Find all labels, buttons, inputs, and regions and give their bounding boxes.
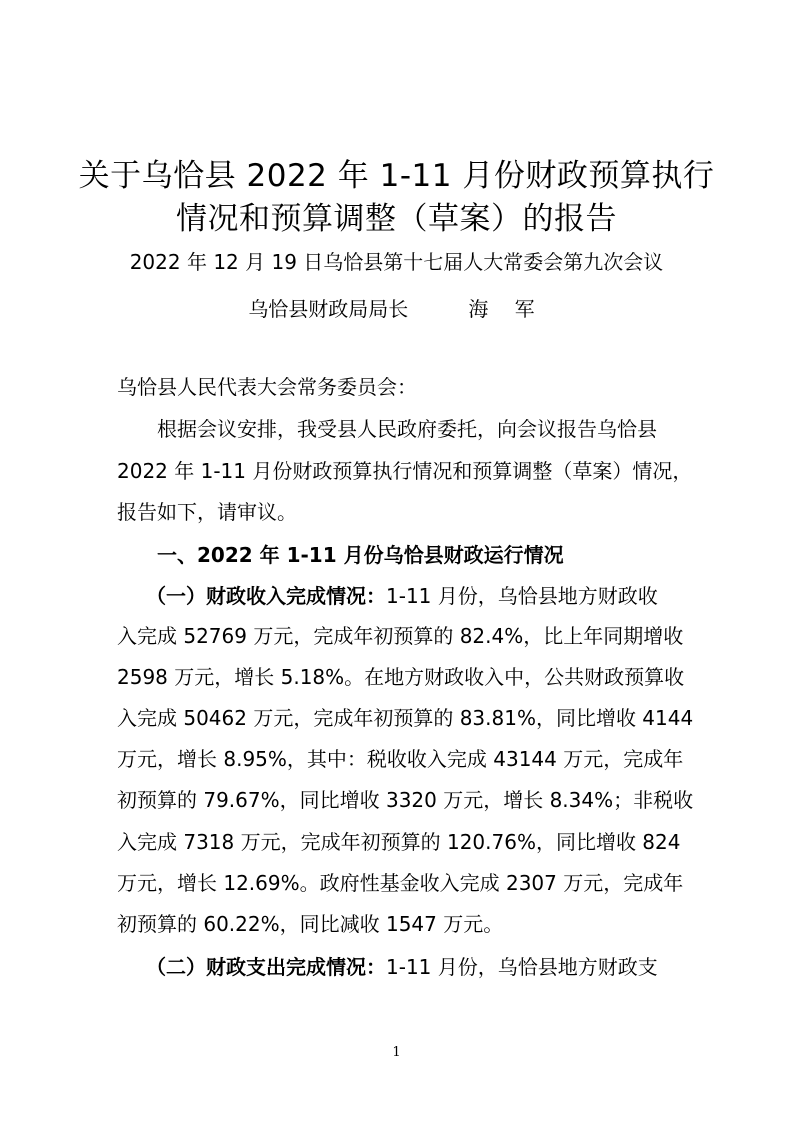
- sub-2-first-line: [146, 951, 658, 980]
- section-1-heading: 一、2022 年 1-11 月份乌恰县财政运行情况: [157, 543, 564, 567]
- sub-1-line-2: 入完成 52769 万元，完成年初预算的 82.4%，比上年同期增收: [117, 624, 684, 648]
- sub-1-line-3: 2598 万元，增长 5.18%。在地方财政收入中，公共财政预算收: [117, 665, 685, 689]
- sub-2-heading: （二）财政支出完成情况：: [146, 955, 386, 979]
- sub-1-first-line: [146, 580, 658, 609]
- sub-1-line-7: 入完成 7318 万元，完成年初预算的 120.76%，同比增收 824: [117, 830, 681, 854]
- sub-1-line-5: 万元，增长 8.95%，其中：税收收入完成 43144 万元，完成年: [117, 747, 684, 771]
- sub-1-line-1: 1-11 月份，乌恰县地方财政收: [386, 584, 658, 608]
- salutation: 乌恰县人民代表大会常务委员会：: [117, 375, 417, 399]
- sub-1-line-9: 初预算的 60.22%，同比减收 1547 万元。: [117, 912, 504, 936]
- author-line: [0, 293, 793, 322]
- meeting-line: 2022 年 12 月 19 日乌恰县第十七届人大常委会第九次会议: [129, 250, 664, 274]
- intro-line-2: 2022 年 1-11 月份财政预算执行情况和预算调整（草案）情况，: [117, 459, 693, 483]
- author-title: 乌恰县财政局局长: [248, 297, 409, 321]
- page-number: 1: [392, 1045, 401, 1060]
- intro-line-1: 根据会议安排，我受县人民政府委托，向会议报告乌恰县: [157, 417, 657, 441]
- sub-1-line-6: 初预算的 79.67%，同比增收 3320 万元，增长 8.34%；非税收: [117, 788, 694, 812]
- author-name: 海 军: [468, 297, 545, 321]
- sub-2-line-1: 1-11 月份，乌恰县地方财政支: [386, 955, 658, 979]
- sub-1-line-8: 万元，增长 12.69%。政府性基金收入完成 2307 万元，完成年: [117, 871, 684, 895]
- document-title-line-1: 关于乌恰县 2022 年 1-11 月份财政预算执行: [78, 158, 715, 194]
- intro-line-3: 报告如下，请审议。: [117, 500, 297, 524]
- sub-1-line-4: 入完成 50462 万元，完成年初预算的 83.81%，同比增收 4144: [117, 706, 694, 730]
- sub-1-heading: （一）财政收入完成情况：: [146, 584, 386, 608]
- document-title-line-2: 情况和预算调整（草案）的报告: [176, 201, 617, 237]
